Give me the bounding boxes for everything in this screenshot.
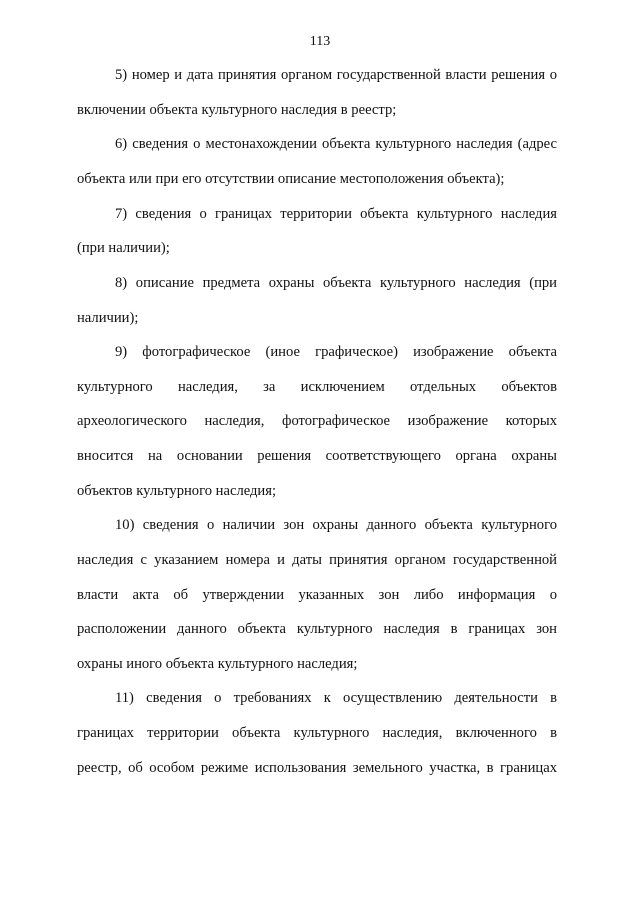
text-line: культурного наследия, за исключением отдельных объектов xyxy=(77,379,557,395)
text-line: 11) сведения о требованиях к осуществлению деятельности в xyxy=(115,690,557,706)
text-line: реестр, об особом режиме использования земельного участка, в границах xyxy=(77,760,557,776)
text-line: охраны иного объекта культурного наследия; xyxy=(77,656,358,672)
text-line: наличии); xyxy=(77,310,139,326)
text-line: (при наличии); xyxy=(77,240,170,256)
text-line: объектов культурного наследия; xyxy=(77,483,277,499)
text-line: вносится на основании решения соответствующего органа охраны xyxy=(77,448,557,464)
text-line: 5) номер и дата принятия органом государственной власти решения о xyxy=(115,67,557,83)
text-line: включении объекта культурного наследия в реестр; xyxy=(77,102,397,118)
text-line: 9) фотографическое (иное графическое) изображение объекта xyxy=(115,344,557,360)
text-line: объекта или при его отсутствии описание местоположения объекта); xyxy=(77,171,505,187)
page-number: 113 xyxy=(309,34,331,49)
text-line: 10) сведения о наличии зон охраны данного объекта культурного xyxy=(115,517,557,533)
text-line: 6) сведения о местонахождении объекта культурного наследия (адрес xyxy=(115,136,557,152)
text-line: власти акта об утверждении указанных зон либо информация о xyxy=(77,587,557,603)
text-line: 7) сведения о границах территории объекта культурного наследия xyxy=(115,206,557,222)
text-line: наследия с указанием номера и даты принятия органом государственной xyxy=(77,552,557,568)
text-line: археологического наследия, фотографическое изображение которых xyxy=(77,413,557,429)
text-line: границах территории объекта культурного наследия, включенного в xyxy=(77,725,557,741)
text-line: расположении данного объекта культурного наследия в границах зон xyxy=(77,621,557,637)
text-line: 8) описание предмета охраны объекта культурного наследия (при xyxy=(115,275,557,291)
